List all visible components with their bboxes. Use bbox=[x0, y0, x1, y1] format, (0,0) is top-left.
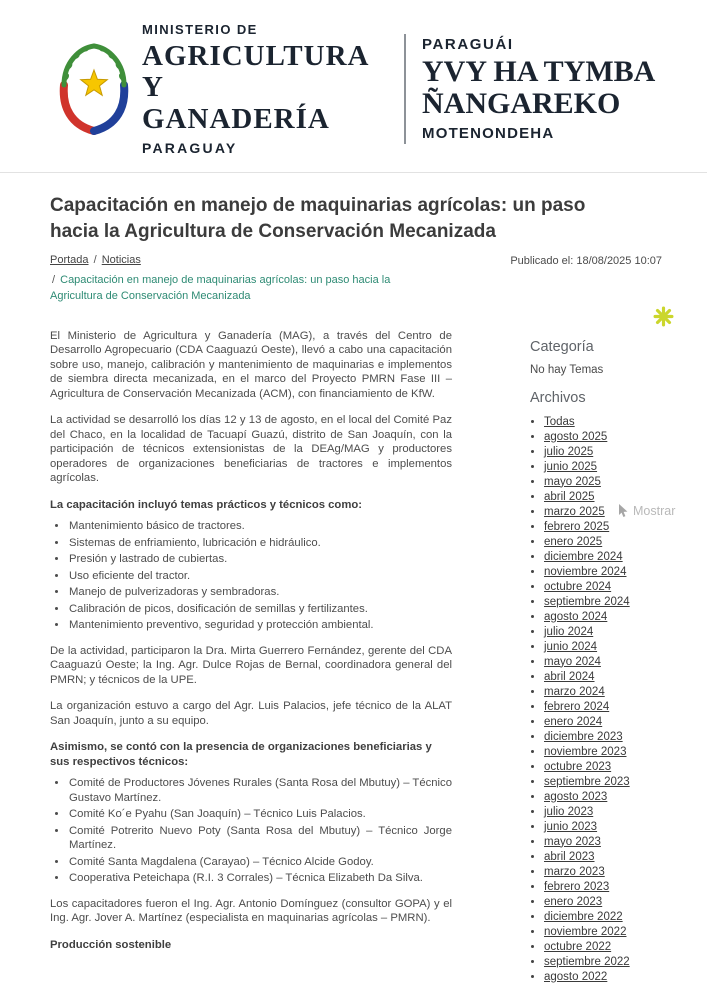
ministry-wordmark bbox=[142, 22, 394, 156]
organization-item: • Comité Santa Magdalena (Carayao) – Técnico Alcide Godoy. bbox=[68, 855, 452, 870]
archive-link[interactable]: febrero 2023 bbox=[544, 880, 610, 893]
archive-item bbox=[544, 445, 662, 460]
organization-item: • Comité de Productores Jóvenes Rurales (Santa Rosa del Mbutuy) – Técnico Gustavo Martínez. bbox=[68, 776, 452, 805]
organizations-list bbox=[68, 776, 452, 886]
organization-item: • Comité Ko´e Pyahu (San Joaquín) – Técnico Luis Palacios. bbox=[68, 807, 452, 822]
archive-link[interactable]: abril 2023 bbox=[544, 850, 595, 863]
breadcrumb-line-2 bbox=[50, 272, 443, 305]
archive-item bbox=[544, 790, 662, 805]
archive-link[interactable]: abril 2024 bbox=[544, 670, 595, 683]
archive-item bbox=[544, 760, 662, 775]
site-header bbox=[0, 0, 707, 172]
ministry-line-2: AGRICULTURA Y bbox=[142, 40, 368, 104]
topic-item: • Uso eficiente del tractor. bbox=[68, 569, 452, 584]
archive-item bbox=[544, 850, 662, 865]
archive-link[interactable]: junio 2024 bbox=[544, 640, 598, 653]
archive-item bbox=[544, 745, 662, 760]
archive-item bbox=[544, 805, 662, 820]
archive-link[interactable]: junio 2023 bbox=[544, 820, 598, 833]
ministry-line-4: PARAGUAY bbox=[142, 139, 238, 156]
category-empty-text: No hay Temas bbox=[530, 363, 604, 376]
cursor-pointer-icon bbox=[618, 504, 629, 518]
article-paragraph: De la actividad, participaron la Dra. Mirta Guerrero Fernández, gerente del CDA Caaguazú Oeste; la Ing. Agr. Dulce Rojas de Bernal, coordinadora general del PMRN; y técnicos de la UPE. bbox=[50, 644, 452, 686]
archive-link[interactable]: diciembre 2023 bbox=[544, 730, 623, 743]
page-title: Capacitación en manejo de maquinarias agrícolas: un paso hacia la Agricultura de Conservación Mecanizada bbox=[50, 194, 586, 242]
organization-item: • Comité Potrerito Nuevo Poty (Santa Rosa del Mbutuy) – Técnico Jorge Martínez. bbox=[68, 824, 452, 853]
archive-item bbox=[544, 475, 662, 490]
topic-item: • Mantenimiento preventivo, seguridad y protección ambiental. bbox=[68, 618, 452, 633]
article-paragraph: El Ministerio de Agricultura y Ganadería (MAG), a través del Centro de Desarrollo Agropecuario (CDA Caaguazú Oeste), llevó a cabo una capacitación sobre uso, manejo, calibración y mantenimiento de maquinarias e implementos de siembra directa mecanizada, en el marco del Proyecto PMRN Fase III – Agricultura de Conservación Mecanizada (ACM), con financiamiento de KfW. bbox=[50, 329, 452, 400]
breadcrumb bbox=[50, 252, 443, 305]
archive-link[interactable]: agosto 2024 bbox=[544, 610, 608, 623]
archive-item bbox=[544, 430, 662, 445]
archive-item bbox=[544, 730, 662, 745]
archive-link[interactable]: mayo 2023 bbox=[544, 835, 601, 848]
breadcrumb-separator: / bbox=[52, 273, 56, 286]
archive-link[interactable]: abril 2025 bbox=[544, 490, 595, 503]
archive-link[interactable]: julio 2025 bbox=[544, 445, 594, 458]
archive-item bbox=[544, 955, 662, 970]
article-body bbox=[50, 329, 452, 985]
archive-item bbox=[544, 460, 662, 475]
topic-item: • Presión y lastrado de cubiertas. bbox=[68, 552, 452, 567]
topics-heading: La capacitación incluyó temas prácticos y técnicos como: bbox=[50, 498, 363, 511]
ministry-line-1: MINISTERIO DE bbox=[142, 22, 258, 37]
ministry-line-3: GANADERÍA bbox=[142, 102, 330, 135]
archive-item bbox=[544, 970, 662, 985]
guarani-line-3: ÑANGAREKO bbox=[422, 87, 621, 121]
archive-link[interactable]: diciembre 2022 bbox=[544, 910, 623, 923]
organizations-heading: Asimismo, se contó con la presencia de organizaciones beneficiarias y sus respectivos técnicos: bbox=[50, 741, 432, 768]
guarani-line-4: MOTENONDEHA bbox=[422, 124, 555, 142]
accessibility-asterisk-icon[interactable] bbox=[653, 306, 674, 327]
archive-item bbox=[544, 775, 662, 790]
header-divider bbox=[404, 34, 406, 144]
archive-link[interactable]: noviembre 2023 bbox=[544, 745, 627, 758]
category-heading: Categoría bbox=[530, 338, 594, 355]
archive-link[interactable]: junio 2025 bbox=[544, 460, 598, 473]
archive-item bbox=[544, 880, 662, 895]
main-content bbox=[0, 173, 707, 985]
archive-link[interactable]: febrero 2025 bbox=[544, 520, 610, 533]
guarani-line-2: YVY HA TYMBA bbox=[422, 55, 656, 89]
archive-item bbox=[544, 655, 662, 670]
archive-link[interactable]: agosto 2022 bbox=[544, 970, 608, 983]
archive-item bbox=[544, 565, 662, 580]
archive-link[interactable]: febrero 2024 bbox=[544, 700, 610, 713]
archive-item bbox=[544, 940, 662, 955]
archive-item bbox=[544, 700, 662, 715]
archive-link[interactable]: enero 2024 bbox=[544, 715, 603, 728]
breadcrumb-current[interactable]: Capacitación en manejo de maquinarias agrícolas: un paso hacia la Agricultura de Conservación Mecanizada bbox=[50, 273, 391, 303]
archive-item bbox=[544, 535, 662, 550]
archive-link[interactable]: mayo 2025 bbox=[544, 475, 601, 488]
archives-list bbox=[544, 415, 662, 985]
breadcrumb-separator: / bbox=[93, 254, 97, 267]
intro-paragraphs bbox=[50, 329, 452, 486]
archive-link[interactable]: agosto 2023 bbox=[544, 790, 608, 803]
archive-link[interactable]: mayo 2024 bbox=[544, 655, 601, 668]
sidebar bbox=[530, 329, 662, 985]
archive-link[interactable]: noviembre 2022 bbox=[544, 925, 627, 938]
archive-item bbox=[544, 670, 662, 685]
archive-link[interactable]: julio 2024 bbox=[544, 625, 594, 638]
mid-paragraphs bbox=[50, 644, 452, 729]
archive-link[interactable]: octubre 2024 bbox=[544, 580, 612, 593]
paraguay-coat-of-arms-icon bbox=[54, 39, 134, 139]
archive-link[interactable]: enero 2025 bbox=[544, 535, 603, 548]
archive-item bbox=[544, 835, 662, 850]
archive-link[interactable]: marzo 2024 bbox=[544, 685, 605, 698]
organization-item: • Cooperativa Peteichapa (R.I. 3 Corrales) – Técnica Elizabeth Da Silva. bbox=[68, 871, 452, 886]
archive-link[interactable]: septiembre 2024 bbox=[544, 595, 630, 608]
archive-link[interactable]: marzo 2023 bbox=[544, 865, 605, 878]
archive-item bbox=[544, 685, 662, 700]
breadcrumb-noticias[interactable]: Noticias bbox=[101, 254, 141, 267]
article-paragraph: La organización estuvo a cargo del Agr. Luis Palacios, jefe técnico de la ALAT San Joaquín, junto a su equipo. bbox=[50, 700, 452, 727]
topic-item: • Manejo de pulverizadoras y sembradoras. bbox=[68, 585, 452, 600]
archive-link[interactable]: octubre 2023 bbox=[544, 760, 612, 773]
archive-item bbox=[544, 550, 662, 565]
archive-item bbox=[544, 865, 662, 880]
guarani-wordmark bbox=[422, 36, 655, 141]
archive-link[interactable]: diciembre 2024 bbox=[544, 550, 623, 563]
archive-item bbox=[544, 415, 662, 430]
article-paragraph: La actividad se desarrolló los días 12 y 13 de agosto, en el local del Comité Paz del Chaco, en la localidad de Tacuapí Guazú, distrito de San Joaquín, con la participación de técnicos extensionistas de la DEAg/MAG y productores operadores de organizaciones beneficiarias de tractores e implementos agrícolas. bbox=[50, 414, 452, 485]
archive-item bbox=[544, 520, 662, 535]
breadcrumb-line-1 bbox=[50, 252, 443, 269]
topic-item: • Sistemas de enfriamiento, lubricación e hidráulico. bbox=[68, 536, 452, 551]
breadcrumb-portada[interactable]: Portada bbox=[50, 254, 89, 267]
archive-link[interactable]: octubre 2022 bbox=[544, 940, 612, 953]
topics-list bbox=[68, 519, 452, 633]
archive-item bbox=[544, 910, 662, 925]
archive-link[interactable]: enero 2023 bbox=[544, 895, 603, 908]
archive-item bbox=[544, 820, 662, 835]
archive-item bbox=[544, 715, 662, 730]
archive-link[interactable]: julio 2023 bbox=[544, 805, 594, 818]
archive-item bbox=[544, 625, 662, 640]
archive-link[interactable]: Todas bbox=[544, 415, 575, 428]
archive-link[interactable]: noviembre 2024 bbox=[544, 565, 627, 578]
archive-item bbox=[544, 895, 662, 910]
archive-item bbox=[544, 580, 662, 595]
archive-item bbox=[544, 610, 662, 625]
archive-item bbox=[544, 595, 662, 610]
meta-row bbox=[50, 252, 662, 305]
archive-item bbox=[544, 640, 662, 655]
archive-link[interactable]: septiembre 2023 bbox=[544, 775, 630, 788]
closing-paragraph: Los capacitadores fueron el Ing. Agr. Antonio Domínguez (consultor GOPA) y el Ing. Agr. Jover A. Martínez (especialista en maquinarias agrícolas – PMRN). bbox=[50, 897, 452, 925]
topic-item: • Calibración de picos, dosificación de semillas y fertilizantes. bbox=[68, 602, 452, 617]
production-subheading: Producción sostenible bbox=[50, 938, 172, 951]
archives-heading: Archivos bbox=[530, 389, 586, 406]
mostrar-tooltip-label: Mostrar bbox=[633, 504, 676, 518]
content-row bbox=[50, 329, 662, 985]
archive-link[interactable]: septiembre 2022 bbox=[544, 955, 630, 968]
archive-link[interactable]: marzo 2025 bbox=[544, 505, 605, 518]
mostrar-tooltip bbox=[615, 503, 678, 519]
topic-item: • Mantenimiento básico de tractores. bbox=[68, 519, 452, 534]
guarani-line-1: PARAGUÁI bbox=[422, 36, 514, 54]
archive-item bbox=[544, 925, 662, 940]
archive-link[interactable]: agosto 2025 bbox=[544, 430, 608, 443]
published-date: Publicado el: 18/08/2025 10:07 bbox=[510, 255, 662, 268]
